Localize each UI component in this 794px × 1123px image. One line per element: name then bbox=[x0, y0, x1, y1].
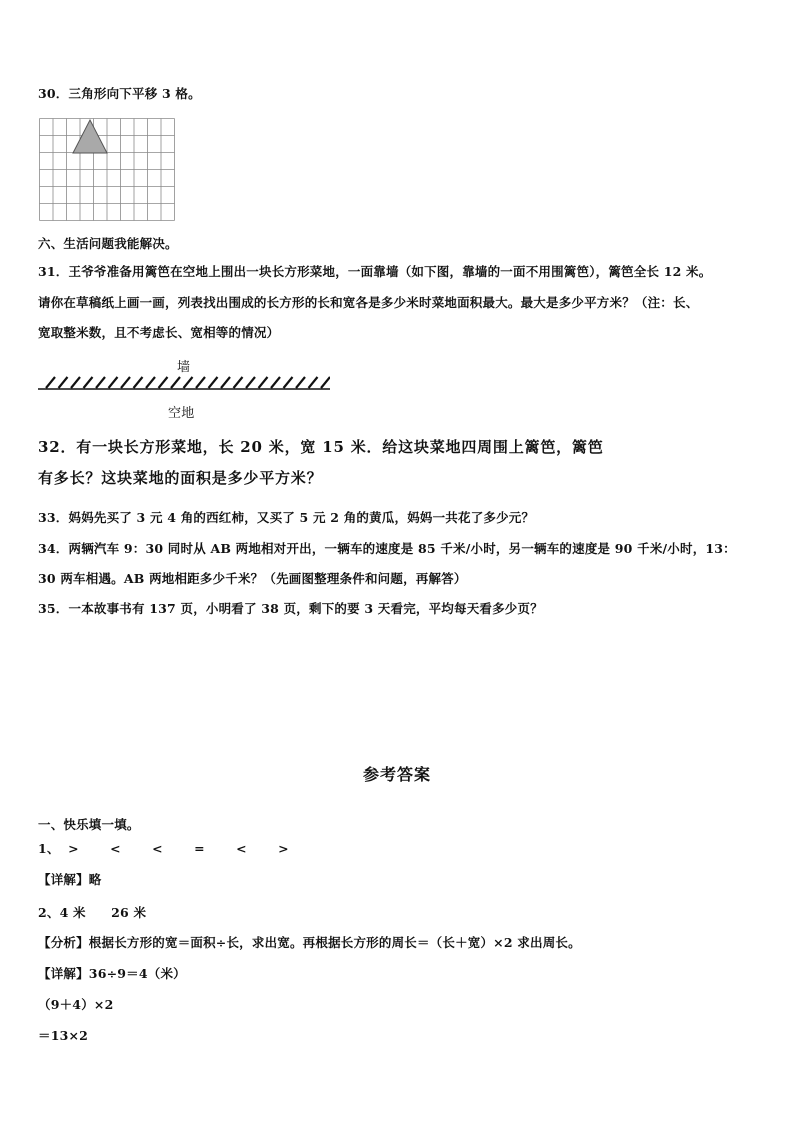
problem-31-line-2: 请你在草稿纸上画一画，列表找出围成的长方形的长和宽各是多少米时菜地面积最大。最大是多少平方米？（注：长、 bbox=[38, 295, 699, 310]
answer-1-symbol: < bbox=[152, 841, 163, 856]
problem-34-line-2: 30 两车相遇。AB 两地相距多少千米？（先画图整理条件和问题，再解答） bbox=[38, 571, 467, 586]
answer-2: 2、4 米 26 米 bbox=[38, 905, 147, 920]
answer-2-analysis: 【分析】根据长方形的宽＝面积÷长，求出宽。再根据长方形的周长＝（长＋宽）×2 求出周长。 bbox=[38, 935, 581, 950]
problem-34-line-1: 34．两辆汽车 9：30 同时从 AB 两地相对开出，一辆车的速度是 85 千米/小时，另一辆车的速度是 90 千米/小时，13： bbox=[38, 541, 736, 556]
answer-1-label: 1、 bbox=[38, 841, 60, 856]
answers-title: 参考答案 bbox=[362, 765, 431, 784]
section-6-heading: 六、生活问题我能解决。 bbox=[38, 236, 178, 251]
problem-35: 35．一本故事书有 137 页，小明看了 38 页，剩下的要 3 天看完，平均每天看多少页？ bbox=[38, 601, 543, 616]
translation-grid bbox=[39, 118, 176, 221]
triangle-shape bbox=[73, 120, 107, 153]
answer-1-symbol: > bbox=[68, 841, 79, 856]
answer-1-symbol: < bbox=[110, 841, 121, 856]
answer-2-detail: 【详解】36÷9＝4（米） bbox=[38, 966, 186, 981]
answer-1-symbol: > bbox=[278, 841, 289, 856]
ground-label: 空地 bbox=[168, 406, 195, 421]
problem-31-line-1: 31．王爷爷准备用篱笆在空地上围出一块长方形菜地，一面靠墙（如下图，靠墙的一面不用围篱笆），篱笆全长 12 米。 bbox=[38, 264, 712, 279]
problem-30: 30．三角形向下平移 3 格。 bbox=[38, 86, 201, 101]
answer-1 bbox=[38, 839, 320, 857]
answers-section-1: 一、快乐填一填。 bbox=[38, 817, 140, 832]
problem-32-line-2: 有多长？这块菜地的面积是多少平方米？ bbox=[38, 469, 323, 487]
wall-label: 墙 bbox=[177, 360, 191, 375]
answer-1-symbol: < bbox=[236, 841, 247, 856]
answer-1-symbol: = bbox=[194, 841, 205, 856]
wall-hatched-line bbox=[38, 373, 330, 391]
problem-32-line-1: 32．有一块长方形菜地，长 20 米，宽 15 米．给这块菜地四周围上篱笆，篱笆 bbox=[38, 438, 604, 456]
problem-31-line-3: 宽取整米数，且不考虑长、宽相等的情况） bbox=[38, 325, 280, 340]
answer-2-step-2: ＝13×2 bbox=[38, 1028, 89, 1043]
answer-1-detail: 【详解】略 bbox=[38, 872, 102, 887]
problem-33: 33．妈妈先买了 3 元 4 角的西红柿，又买了 5 元 2 角的黄瓜，妈妈一共花了多少元？ bbox=[38, 510, 535, 525]
answer-2-step-1: （9＋4）×2 bbox=[38, 997, 114, 1012]
